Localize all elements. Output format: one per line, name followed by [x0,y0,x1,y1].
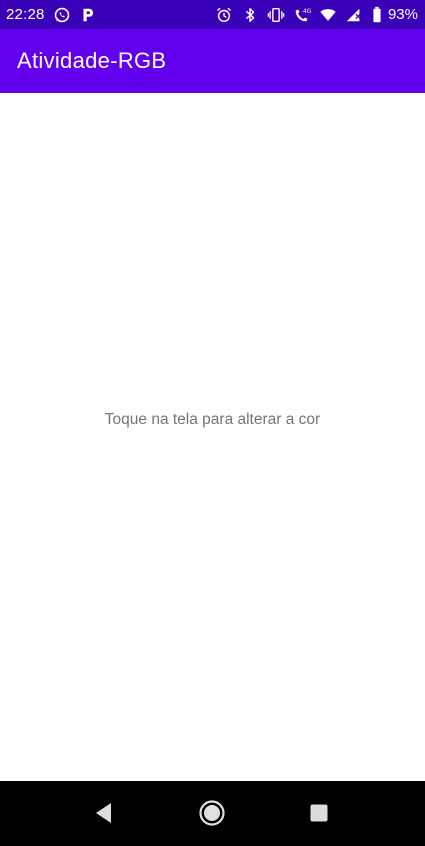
back-icon [86,795,122,831]
status-bar [0,0,425,29]
signal-icon [345,6,363,24]
volte-call-icon [293,6,311,24]
app-bar [0,29,425,93]
battery-icon [371,6,383,24]
nav-bar [0,781,425,846]
recents-button[interactable] [301,795,337,831]
svg-text:4G: 4G [302,8,311,15]
whatsapp-icon [53,6,71,24]
status-bar-right [215,6,418,24]
battery-percent: 93% [387,6,418,23]
back-button[interactable] [86,795,122,831]
parking-icon [79,6,97,24]
wifi-icon [319,6,337,24]
home-button[interactable] [194,795,230,831]
status-bar-left [6,6,97,24]
status-time: 22:28 [6,6,45,23]
recents-icon [301,795,337,831]
home-icon [194,795,230,831]
bluetooth-icon [241,6,259,24]
color-touch-area[interactable] [0,93,425,781]
vibrate-icon [267,6,285,24]
alarm-icon [215,6,233,24]
hint-text: Toque na tela para alterar a cor [104,410,321,428]
app-title: Atividade-RGB [17,48,167,73]
